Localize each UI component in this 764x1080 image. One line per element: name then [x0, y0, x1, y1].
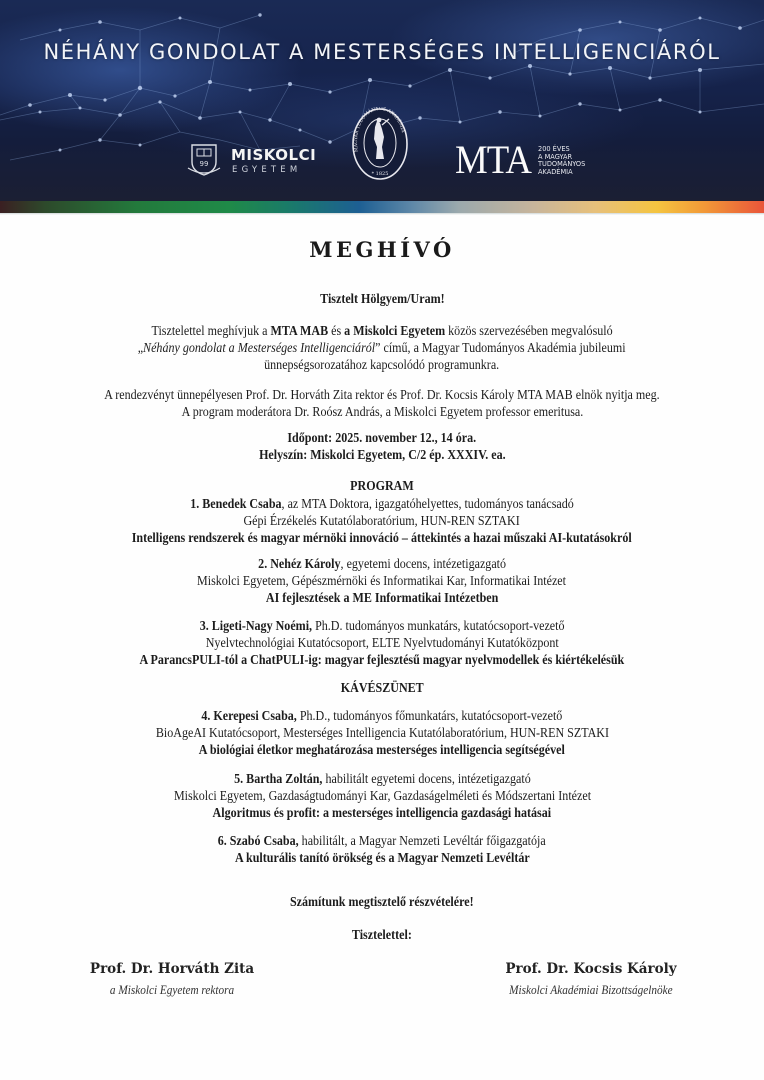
salutation [0, 291, 764, 308]
speaker-name: 1. Benedek Csaba [190, 497, 282, 512]
mta-tagline-line: AKADÉMIA [538, 167, 573, 176]
mta-seal-logo [351, 107, 409, 186]
talk-title: A biológiai életkor meghatározása mesterséges intelligencia segítségével [198, 743, 566, 758]
svg-text:99: 99 [199, 160, 209, 168]
university-crest-icon [186, 142, 222, 178]
program-heading-text: PROGRAM [350, 479, 414, 494]
speaker-name: 3. Ligeti-Nagy Noémi, [199, 619, 312, 634]
intro-line-3 [0, 357, 764, 374]
program-item-3-talk [0, 652, 764, 669]
mta-logo-tagline [538, 146, 585, 176]
program-item-4-affiliation [0, 725, 764, 742]
intro-text: közös szervezésében megvalósuló [445, 324, 613, 339]
svg-text:* 1825: * 1825 [371, 171, 389, 177]
intro-text: és [328, 324, 345, 339]
mta-tagline-line: A MAGYAR [538, 152, 573, 161]
signature-right-title [461, 983, 721, 998]
program-item-2-talk [0, 590, 764, 607]
intro-text: ” című, a Magyar Tudományos Akadémia jubileumi [375, 341, 626, 356]
program-item-1-affiliation [0, 513, 764, 530]
program-item-4-speaker [0, 708, 764, 725]
program-item-5-affiliation [0, 788, 764, 805]
program-item-6-talk [0, 850, 764, 867]
intro-line-2 [0, 340, 764, 357]
signature-right-title-text: Miskolci Akadémiai Bizottságelnöke [509, 983, 673, 997]
miskolci-logo-name: MISKOLCI [231, 146, 317, 164]
event-time-text: Időpont: 2025. november 12., 14 óra. [287, 431, 477, 446]
event-time [0, 430, 764, 447]
speaker-role: Ph.D., tudományos főmunkatárs, kutatócsoport-vezető [296, 709, 563, 724]
speaker-name: 5. Bartha Zoltán, [233, 772, 323, 787]
miskolci-logo-sub: EGYETEM [232, 165, 302, 175]
regards-line [0, 927, 764, 944]
event-place-text: Helyszín: Miskolci Egyetem, C/2 ép. XXXIV. ea. [258, 448, 506, 463]
speaker-name: 6. Szabó Csaba, [217, 834, 299, 849]
program-item-2-affiliation [0, 573, 764, 590]
signature-right-name: Prof. Dr. Kocsis Károly [505, 961, 677, 977]
speaker-name: 2. Nehéz Károly [258, 557, 341, 572]
speaker-role: habilitált egyetemi docens, intézetigazgató [322, 772, 531, 787]
speaker-affiliation: BioAgeAI Kutatócsoport, Mesterséges Intelligencia Kutatólaboratórium, HUN-REN SZTAKI [155, 726, 609, 741]
signature-left-title-text: a Miskolci Egyetem rektora [109, 983, 235, 997]
program-item-5-speaker [0, 771, 764, 788]
talk-title: Algoritmus és profit: a mesterséges intelligencia gazdasági hatásai [212, 806, 552, 821]
mta-tagline-line: TUDOMÁNYOS [538, 160, 586, 169]
program-item-6-speaker [0, 833, 764, 850]
mta-tagline-line: 200 ÉVES [538, 145, 570, 153]
speaker-role: , egyetemi docens, intézetigazgató [340, 557, 506, 572]
moderator-text: A program moderátora Dr. Roósz András, a Miskolci Egyetem professor emeritusa. [181, 405, 583, 420]
closing-line [0, 894, 764, 911]
intro-line-1 [0, 323, 764, 340]
program-item-3-affiliation [0, 635, 764, 652]
signature-left-name: Prof. Dr. Horváth Zita [89, 961, 255, 977]
speaker-name: 4. Kerepesi Csaba, [201, 709, 297, 724]
program-item-5-talk [0, 805, 764, 822]
speaker-role: habilitált, a Magyar Nemzeti Levéltár főigazgatója [298, 834, 547, 849]
speaker-role: Ph.D. tudományos munkatárs, kutatócsoport-vezető [311, 619, 565, 634]
speaker-affiliation: Miskolci Egyetem, Gazdaságtudományi Kar, Gazdaságelméleti és Módszertani Intézet [173, 789, 591, 804]
regards-text: Tisztelettel: [352, 928, 412, 943]
coffee-break [0, 680, 764, 697]
coffee-break-text: KÁVÉSZÜNET [340, 681, 424, 696]
mta-logo-abbr: MTA [455, 137, 532, 182]
intro-org-mta: MTA MAB [270, 324, 329, 339]
intro-text: Tisztelettel meghívjuk a [151, 324, 271, 339]
banner-title: NÉHÁNY GONDOLAT A MESTERSÉGES INTELLIGENCIÁRÓL [43, 40, 721, 64]
program-item-2-speaker [0, 556, 764, 573]
program-item-3-speaker [0, 618, 764, 635]
rainbow-divider [0, 201, 764, 213]
event-title-italic: Néhány gondolat a Mesterséges Intelligenciáról [143, 341, 376, 356]
event-place [0, 447, 764, 464]
opening-line-2 [0, 404, 764, 421]
talk-title: Intelligens rendszerek és magyar mérnöki innováció – áttekintés a hazai műszaki AI-kutatásokról [131, 531, 633, 546]
opening-line-1 [0, 387, 764, 404]
rainbow-divider-shadow [0, 213, 764, 215]
intro-text: ünnepségsorozatához kapcsolódó programunkra. [264, 358, 500, 373]
speaker-affiliation: Gépi Érzékelés Kutatólaboratórium, HUN-REN SZTAKI [243, 514, 521, 529]
talk-title: A ParancsPULI-tól a ChatPULI-ig: magyar fejlesztésű magyar nyelvmodellek és kiértékelésük [139, 653, 625, 668]
speaker-role: , az MTA Doktora, igazgatóhelyettes, tudományos tanácsadó [281, 497, 574, 512]
header-banner [0, 0, 764, 201]
intro-text: „ [138, 341, 144, 356]
program-item-1-speaker [0, 496, 764, 513]
program-item-4-talk [0, 742, 764, 759]
speaker-affiliation: Miskolci Egyetem, Gépészmérnöki és Informatikai Kar, Informatikai Intézet [197, 574, 567, 589]
document-heading: MEGHÍVÓ [309, 237, 455, 262]
opening-text: A rendezvényt ünnepélyesen Prof. Dr. Horváth Zita rektor és Prof. Dr. Kocsis Károly MTA MAB elnök nyitja meg. [104, 388, 660, 403]
academy-seal-icon [351, 107, 409, 181]
program-heading [0, 478, 764, 495]
talk-title: A kulturális tanító örökség és a Magyar Nemzeti Levéltár [234, 851, 530, 866]
talk-title: AI fejlesztések a ME Informatikai Intézetben [265, 591, 499, 606]
signature-left-title [42, 983, 302, 998]
program-item-1-talk [0, 530, 764, 547]
svg-text:MAGYAR TUDOMÁNYOS AKADÉMIA: MAGYAR TUDOMÁNYOS AKADÉMIA [353, 107, 405, 153]
salutation-text: Tisztelt Hölgyem/Uram! [319, 292, 445, 307]
closing-text: Számítunk megtisztelő részvételére! [290, 895, 474, 910]
intro-org-me: a Miskolci Egyetem [344, 324, 446, 339]
speaker-affiliation: Nyelvtechnológiai Kutatócsoport, ELTE Nyelvtudományi Kutatóközpont [205, 636, 559, 651]
